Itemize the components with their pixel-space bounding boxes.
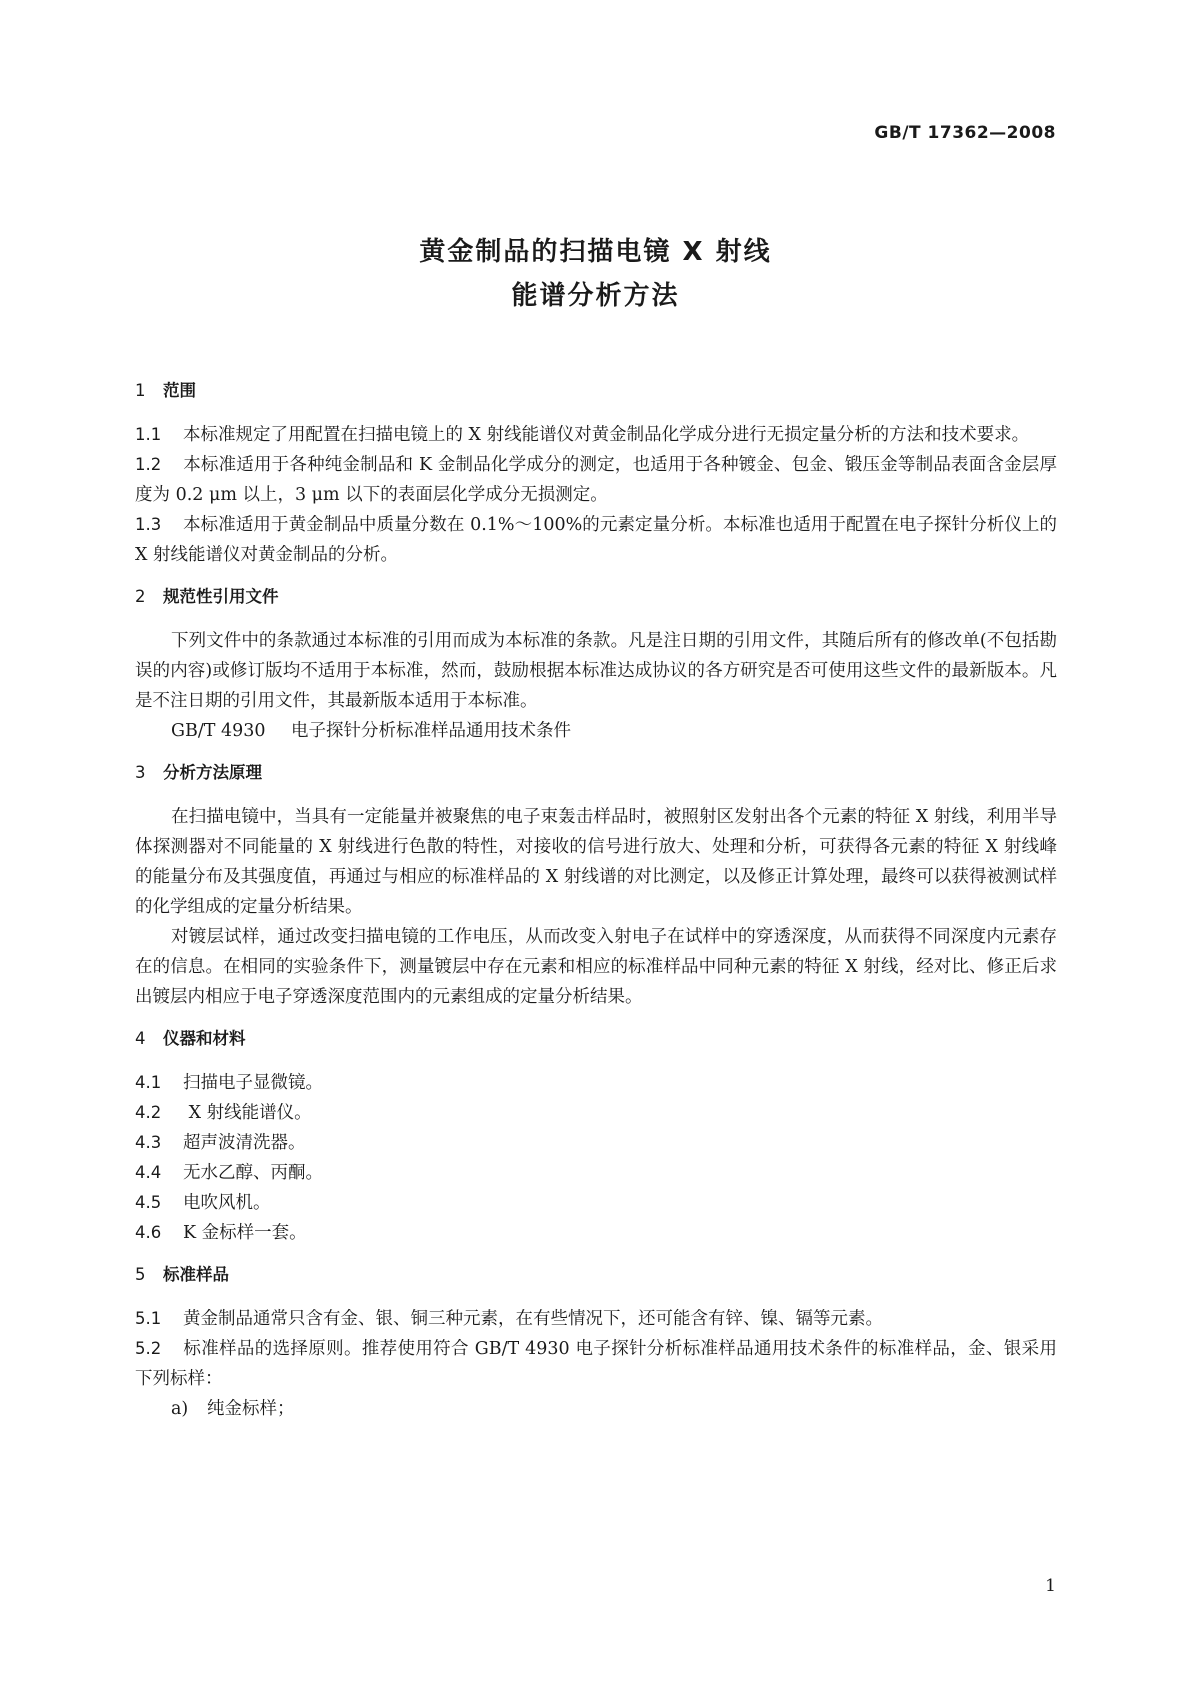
section-title: 标准样品: [163, 1265, 229, 1284]
section-title: 分析方法原理: [163, 763, 262, 782]
section-heading-3: [135, 758, 1057, 788]
section-title: 规范性引用文件: [163, 587, 279, 606]
clause-number: 1.2: [135, 455, 162, 474]
section-title: 仪器和材料: [163, 1029, 246, 1048]
clause-number: 5.2: [135, 1339, 162, 1358]
clause-text: 本标准规定了用配置在扫描电镜上的 X 射线能谱仪对黄金制品化学成分进行无损定量分析的方法和技术要求。: [183, 425, 1030, 445]
sub-item-label: a): [171, 1399, 189, 1419]
standard-code: GB/T 17362—2008: [874, 123, 1056, 143]
item-text: 无水乙醇、丙酮。: [183, 1163, 323, 1183]
clause-text: 本标准适用于黄金制品中质量分数在 0.1%～100%的元素定量分析。本标准也适用于配置在电子探针分析仪上的 X 射线能谱仪对黄金制品的分析。: [135, 515, 1057, 565]
list-item: [135, 1128, 1057, 1158]
section-3-paragraph-2: 对镀层试样，通过改变扫描电镜的工作电压，从而改变入射电子在试样中的穿透深度，从而获得不同深度内元素存在的信息。在相同的实验条件下，测量镀层中存在元素和相应的标准样品中同种元素的特征 X 射线，经对比、修正后求出镀层内相应于电子穿透深度范围内的元素组成的定量分析结果。: [135, 927, 1057, 1007]
sub-item-text: 纯金标样；: [207, 1399, 295, 1419]
section-number: 4: [135, 1029, 146, 1048]
section-heading-2: [135, 582, 1057, 612]
clause-5-1: [135, 1304, 1057, 1334]
section-heading-5: [135, 1260, 1057, 1290]
section-2-paragraph: 下列文件中的条款通过本标准的引用而成为本标准的条款。凡是注日期的引用文件，其随后所有的修改单(不包括勘误的内容)或修订版均不适用于本标准，然而，鼓励根据本标准达成协议的各方研究是否可使用这些文件的最新版本。凡是不注日期的引用文件，其最新版本适用于本标准。: [135, 631, 1057, 711]
item-text: K 金标样一套。: [183, 1223, 307, 1243]
list-item: [135, 1158, 1057, 1188]
section-number: 2: [135, 587, 146, 606]
section-title: 范围: [163, 381, 196, 400]
clause-text: 黄金制品通常只含有金、银、铜三种元素，在有些情况下，还可能含有锌、镍、镉等元素。: [183, 1309, 883, 1329]
normative-reference: [135, 716, 1057, 746]
section-number: 1: [135, 381, 146, 400]
clause-1-3: [135, 510, 1057, 570]
section-number: 5: [135, 1265, 146, 1284]
list-item: [135, 1218, 1057, 1248]
reference-code: GB/T 4930: [171, 721, 266, 741]
title-line-1: 黄金制品的扫描电镜 X 射线: [419, 237, 772, 267]
list-item: [135, 1188, 1057, 1218]
item-number: 4.5: [135, 1193, 162, 1212]
section-heading-1: [135, 376, 1057, 406]
clause-5-2: [135, 1334, 1057, 1394]
title-line-2: 能谱分析方法: [511, 281, 680, 311]
item-number: 4.4: [135, 1163, 162, 1182]
item-number: 4.6: [135, 1223, 162, 1242]
clause-text: 标准样品的选择原则。推荐使用符合 GB/T 4930 电子探针分析标准样品通用技术条件的标准样品，金、银采用下列标样：: [135, 1339, 1057, 1389]
section-3-paragraph-1: 在扫描电镜中，当具有一定能量并被聚焦的电子束轰击样品时，被照射区发射出各个元素的特征 X 射线，利用半导体探测器对不同能量的 X 射线进行色散的特性，对接收的信号进行放大、处理和分析，可获得各元素的特征 X 射线峰的能量分布及其强度值，再通过与相应的标准样品的 X 射线谱的对比测定，以及修正计算处理，最终可以获得被测试样的化学组成的定量分析结果。: [135, 807, 1057, 917]
section-number: 3: [135, 763, 146, 782]
item-number: 4.2: [135, 1103, 162, 1122]
clause-1-2: [135, 450, 1057, 510]
item-text: 扫描电子显微镜。: [183, 1073, 323, 1093]
list-item: [135, 1068, 1057, 1098]
clause-number: 1.1: [135, 425, 162, 444]
clause-number: 5.1: [135, 1309, 162, 1328]
item-number: 4.3: [135, 1133, 162, 1152]
clause-text: 本标准适用于各种纯金制品和 K 金制品化学成分的测定，也适用于各种镀金、包金、锻压金等制品表面含金层厚度为 0.2 μm 以上，3 μm 以下的表面层化学成分无损测定。: [135, 455, 1057, 505]
item-text: 超声波清洗器。: [183, 1133, 306, 1153]
list-item: [135, 1098, 1057, 1128]
clause-number: 1.3: [135, 515, 162, 534]
sub-item-a: [135, 1394, 1057, 1424]
item-number: 4.1: [135, 1073, 162, 1092]
item-text: 电吹风机。: [183, 1193, 271, 1213]
document-body: [135, 376, 1057, 1424]
document-title: [0, 230, 1191, 318]
page-number: 1: [1045, 1576, 1056, 1596]
clause-1-1: [135, 420, 1057, 450]
section-heading-4: [135, 1024, 1057, 1054]
item-text: X 射线能谱仪。: [183, 1103, 312, 1123]
reference-title: 电子探针分析标准样品通用技术条件: [291, 721, 571, 741]
